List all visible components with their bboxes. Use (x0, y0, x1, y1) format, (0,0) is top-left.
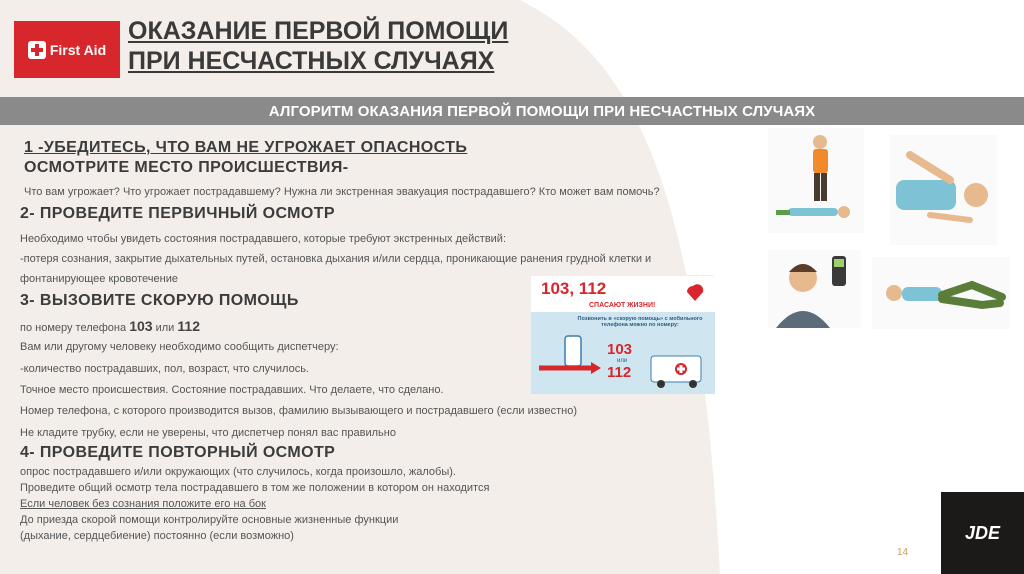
step3-text-4: Номер телефона, с которого производится вызов, фамилию вызывающего и пострадавшего (если известно) (20, 405, 578, 417)
step1-heading-b: ОСМОТРИТЕ МЕСТО ПРОИСШЕСТВИЯ- (24, 159, 349, 176)
phone-103: 103 (129, 318, 153, 334)
step4-text-1: опрос пострадавшего и/или окружающих (что случилось, когда произошло, жалобы). (20, 466, 456, 478)
poster-tagline: СПАСАЮТ ЖИЗНИ! (589, 302, 656, 309)
phone-112: 112 (177, 318, 200, 334)
step2-text-1: Необходимо чтобы увидеть состояния пострадавшего, которые требуют экстренных действий: (20, 233, 507, 245)
section-banner (0, 97, 1024, 125)
step4-text-2: Проведите общий осмотр тела пострадавшего в том же положении в котором он находится (20, 482, 490, 494)
step2-text-3: фонтанирующее кровотечение (20, 273, 178, 285)
step4-text-5: (дыхание, сердцебиение) постоянно (если возможно) (20, 530, 294, 542)
page-number: 14 (897, 547, 909, 558)
checking-breathing-illustration (890, 135, 997, 245)
brand-text: JDE (964, 522, 1000, 543)
phone-icon (565, 336, 581, 366)
jde-logo (941, 492, 1024, 574)
step1-heading-a: 1 -УБЕДИТЕСЬ, ЧТО ВАМ НЕ УГРОЖАЕТ ОПАСНОСТЬ (24, 139, 468, 156)
page-title (128, 16, 508, 76)
title-line-2: ПРИ НЕСЧАСТНЫХ СЛУЧАЯХ (128, 47, 495, 75)
title-line-1: ОКАЗАНИЕ ПЕРВОЙ ПОМОЩИ (128, 17, 509, 45)
step2-text-2: -потеря сознания, закрытие дыхательных путей, остановка дыхания и/или сердца, проникающие ранения грудной клетки и (20, 253, 652, 265)
first-aid-logo (14, 21, 120, 78)
man-calling-illustration (768, 250, 861, 328)
poster-num-or: или (617, 358, 628, 364)
medical-cross-icon (28, 41, 46, 59)
step4-text-3: Если человек без сознания положите его на бок (20, 498, 266, 510)
standing-person-illustration (768, 128, 864, 233)
poster-numbers: 103, 112 (541, 279, 607, 298)
step3-heading: 3- ВЫЗОВИТЕ СКОРУЮ ПОМОЩЬ (20, 292, 299, 309)
banner-text: АЛГОРИТМ ОКАЗАНИЯ ПЕРВОЙ ПОМОЩИ ПРИ НЕСЧАСТНЫХ СЛУЧАЯХ (268, 102, 816, 120)
step3-text-3: Точное место происшествия. Состояние пострадавших. Что делаете, что сделано. (20, 384, 444, 396)
step3-phone-or: или (155, 322, 175, 334)
step3-phone-line (20, 318, 200, 334)
emergency-numbers-poster (530, 275, 714, 393)
logo-text: First Aid (49, 41, 107, 58)
step1-text: Что вам угрожает? Что угрожает пострадавшему? Нужна ли экстренная эвакуация пострадавшего? Кто может вам помочь? (24, 186, 660, 198)
poster-call-text: Позвонить в «скорую помощь» с мобильного телефона можно по номеру: (577, 316, 703, 328)
poster-num-112: 112 (607, 364, 632, 381)
step2-heading: 2- ПРОВЕДИТЕ ПЕРВИЧНЫЙ ОСМОТР (20, 205, 336, 222)
step3-text-2: -количество пострадавших, пол, возраст, что случилось. (20, 363, 309, 375)
step3-text-5: Не кладите трубку, если не уверены, что диспетчер понял вас правильно (20, 427, 396, 439)
step3-phone-prefix: по номеру телефона (20, 322, 127, 334)
step3-text-1: Вам или другому человеку необходимо сообщить диспетчеру: (20, 341, 339, 353)
step4-text-4: До приезда скорой помощи контролируйте основные жизненные функции (20, 514, 399, 526)
poster-num-103: 103 (607, 341, 633, 358)
recovery-position-illustration (872, 257, 1010, 329)
step4-heading: 4- ПРОВЕДИТЕ ПОВТОРНЫЙ ОСМОТР (20, 444, 336, 461)
